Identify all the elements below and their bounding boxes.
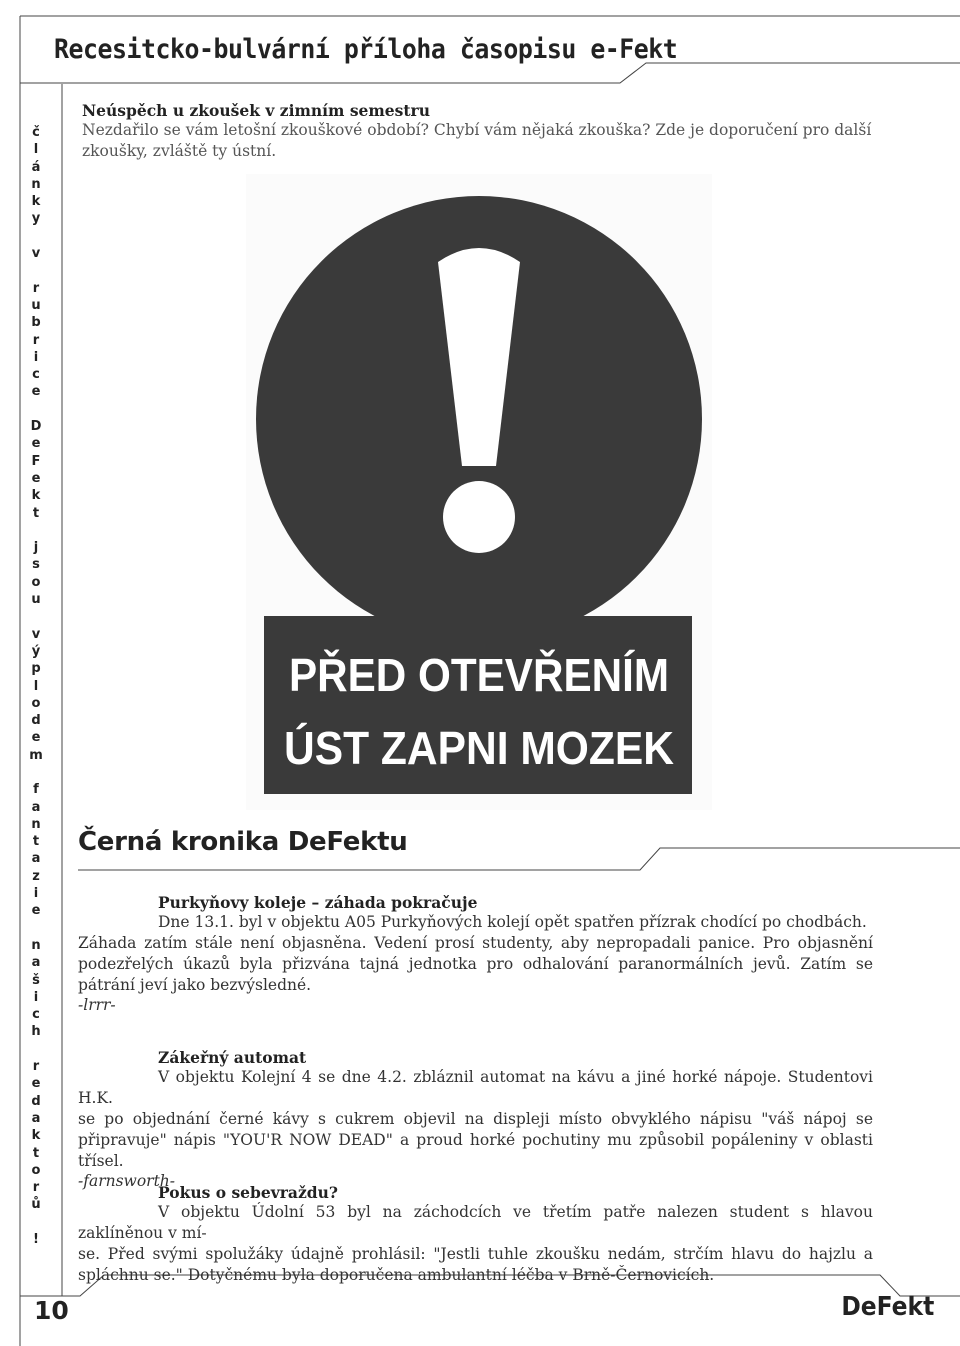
sidebar-letter: c [32, 367, 40, 383]
sidebar-letter: d [31, 1093, 41, 1109]
sidebar-letter: y [31, 211, 41, 227]
sidebar-letter: t [32, 834, 40, 850]
sidebar-letter: t [32, 1145, 40, 1161]
article-signature: -lrrr- [78, 996, 116, 1014]
sidebar-letter: ! [33, 1232, 39, 1247]
sidebar-letter: e [31, 436, 41, 452]
article-sebevrazda [78, 1183, 873, 1286]
sidebar-letter: a [31, 799, 41, 815]
sidebar-letter: a [31, 955, 41, 971]
sidebar-letter: l [33, 678, 39, 694]
article-first-line: V objektu Údolní 53 byl na záchodcích ve třetím patře nalezen student s hlavou zaklíněnou v mí- [78, 1203, 873, 1242]
sidebar-letter: o [31, 574, 41, 590]
header-underline [20, 63, 960, 83]
sidebar-letter [34, 262, 39, 279]
article-body: Záhada zatím stále není objasněna. Vedení prosí studenty, aby nepropadali panice. Pro objasnění podezřelých úkazů byla přizvána tajná jednotka pro odhalování paranormálních jevů. Zatím se pátrání jeví jako bezvýsledné. [78, 934, 873, 994]
sidebar-letter: F [31, 453, 41, 469]
sidebar-letter [34, 401, 39, 418]
sidebar-letter [34, 1214, 39, 1231]
intro-title: Neúspěch u zkoušek v zimním semestru [82, 101, 430, 120]
sidebar-letter: i [33, 886, 39, 902]
sidebar-letter: á [31, 159, 41, 175]
article-title: Purkyňovy koleje – záhada pokračuje [158, 893, 478, 912]
article-title: Pokus o sebevraždu? [158, 1183, 338, 1202]
article-signature: -farnsworth- [78, 1172, 176, 1190]
article-automat [78, 1048, 873, 1190]
sidebar-letter: n [31, 937, 41, 953]
sidebar-letter: m [29, 747, 43, 763]
intro-article [82, 101, 872, 162]
sidebar-letter: d [31, 713, 41, 729]
article-title: Zákeřný automat [158, 1048, 307, 1067]
sidebar-letter: z [32, 868, 40, 884]
article-body: se po objednání černé kávy s cukrem objevil na displeji místo obvyklého nápisu "váš nápoj se připravuje" nápis "YOU'R NOW DEAD" a proud horké pochutiny mu způsobil popáleniny v oblasti třísel. [78, 1110, 873, 1170]
sidebar-letter: o [31, 695, 41, 711]
sidebar-letter: č [32, 125, 40, 140]
section-title: Černá kronika DeFektu [78, 827, 408, 857]
sidebar-letter: r [32, 1180, 40, 1196]
sidebar-letter: v [31, 626, 41, 642]
article-body: se. Před svými spolužáky údajně prohlásil: "Jestli tuhle zkoušku nedám, strčím hlavu do hajzlu a spláchnu se." Dotyčnému byla doporučena ambulantní léčba v Brně-Černovicích. [78, 1245, 873, 1284]
exclamation-dot [443, 481, 515, 553]
sidebar-letter: D [30, 419, 42, 435]
sidebar-letter: c [32, 1007, 40, 1023]
sign-line-1: PŘED OTEVŘENÍM [289, 649, 669, 701]
sidebar-letter [34, 522, 39, 539]
sidebar-letter: t [32, 505, 40, 521]
brand-logo-text: DeFekt [841, 1292, 934, 1322]
sidebar-letter [34, 608, 39, 625]
sidebar-letter: j [33, 540, 39, 556]
sidebar-letter [34, 764, 39, 781]
sidebar-letter: u [31, 592, 41, 608]
sidebar-letter: a [31, 1110, 41, 1126]
sidebar-letter: f [33, 782, 39, 798]
article-first-line: Dne 13.1. byl v objektu A05 Purkyňových kolejí opět spatřen přízrak chodící po chodbách. [158, 913, 867, 931]
sidebar-letter: p [31, 661, 41, 677]
sidebar-letter: v [31, 246, 41, 262]
sidebar-letter: k [31, 194, 41, 210]
warning-sign-image [246, 174, 712, 810]
sidebar-letter [34, 228, 39, 245]
sidebar-letter: š [32, 972, 40, 988]
sidebar-letter: i [33, 989, 39, 1005]
sidebar-letter: e [31, 470, 41, 486]
sidebar-letter [34, 920, 39, 937]
sidebar-letter: e [31, 903, 41, 919]
sidebar-letter: r [32, 1059, 40, 1075]
sidebar-letter: ý [31, 643, 41, 659]
sidebar-letter: k [31, 1128, 41, 1144]
article-purkynovy [78, 893, 873, 1014]
sidebar-letter: u [31, 297, 41, 313]
sidebar-letter: n [31, 816, 41, 832]
sidebar-letter: k [31, 488, 41, 504]
sidebar-letter: e [31, 1076, 41, 1092]
sidebar-letter: o [31, 1162, 41, 1178]
sidebar-letter: n [31, 176, 41, 192]
sidebar-letter: r [32, 280, 40, 296]
sidebar-vertical-text [28, 124, 44, 1248]
sidebar-letter: a [31, 851, 41, 867]
sidebar-letter: i [33, 349, 39, 365]
page-header-title: Recesitcko-bulvární příloha časopisu e-Fekt [54, 34, 678, 65]
sidebar-letter: s [32, 557, 40, 573]
article-first-line: V objektu Kolejní 4 se dne 4.2. zbláznil automat na kávu a jiné horké nápoje. Studentovi H.K. [78, 1068, 873, 1107]
sidebar-letter [34, 1041, 39, 1058]
sidebar-letter: h [31, 1024, 41, 1040]
sidebar-letter: e [31, 384, 41, 400]
intro-text: Nezdařilo se vám letošní zkouškové období? Chybí vám nějaká zkouška? Zde je doporučení pro další zkoušky, zvláště ty ústní. [82, 121, 872, 160]
page-number: 10 [34, 1296, 69, 1325]
sidebar-letter: b [31, 315, 41, 331]
sign-line-2: ÚST ZAPNI MOZEK [284, 722, 674, 774]
sidebar-letter: e [31, 730, 41, 746]
sidebar-letter: r [32, 332, 40, 348]
sidebar-letter: l [33, 142, 39, 158]
sidebar-letter: ů [31, 1197, 41, 1213]
